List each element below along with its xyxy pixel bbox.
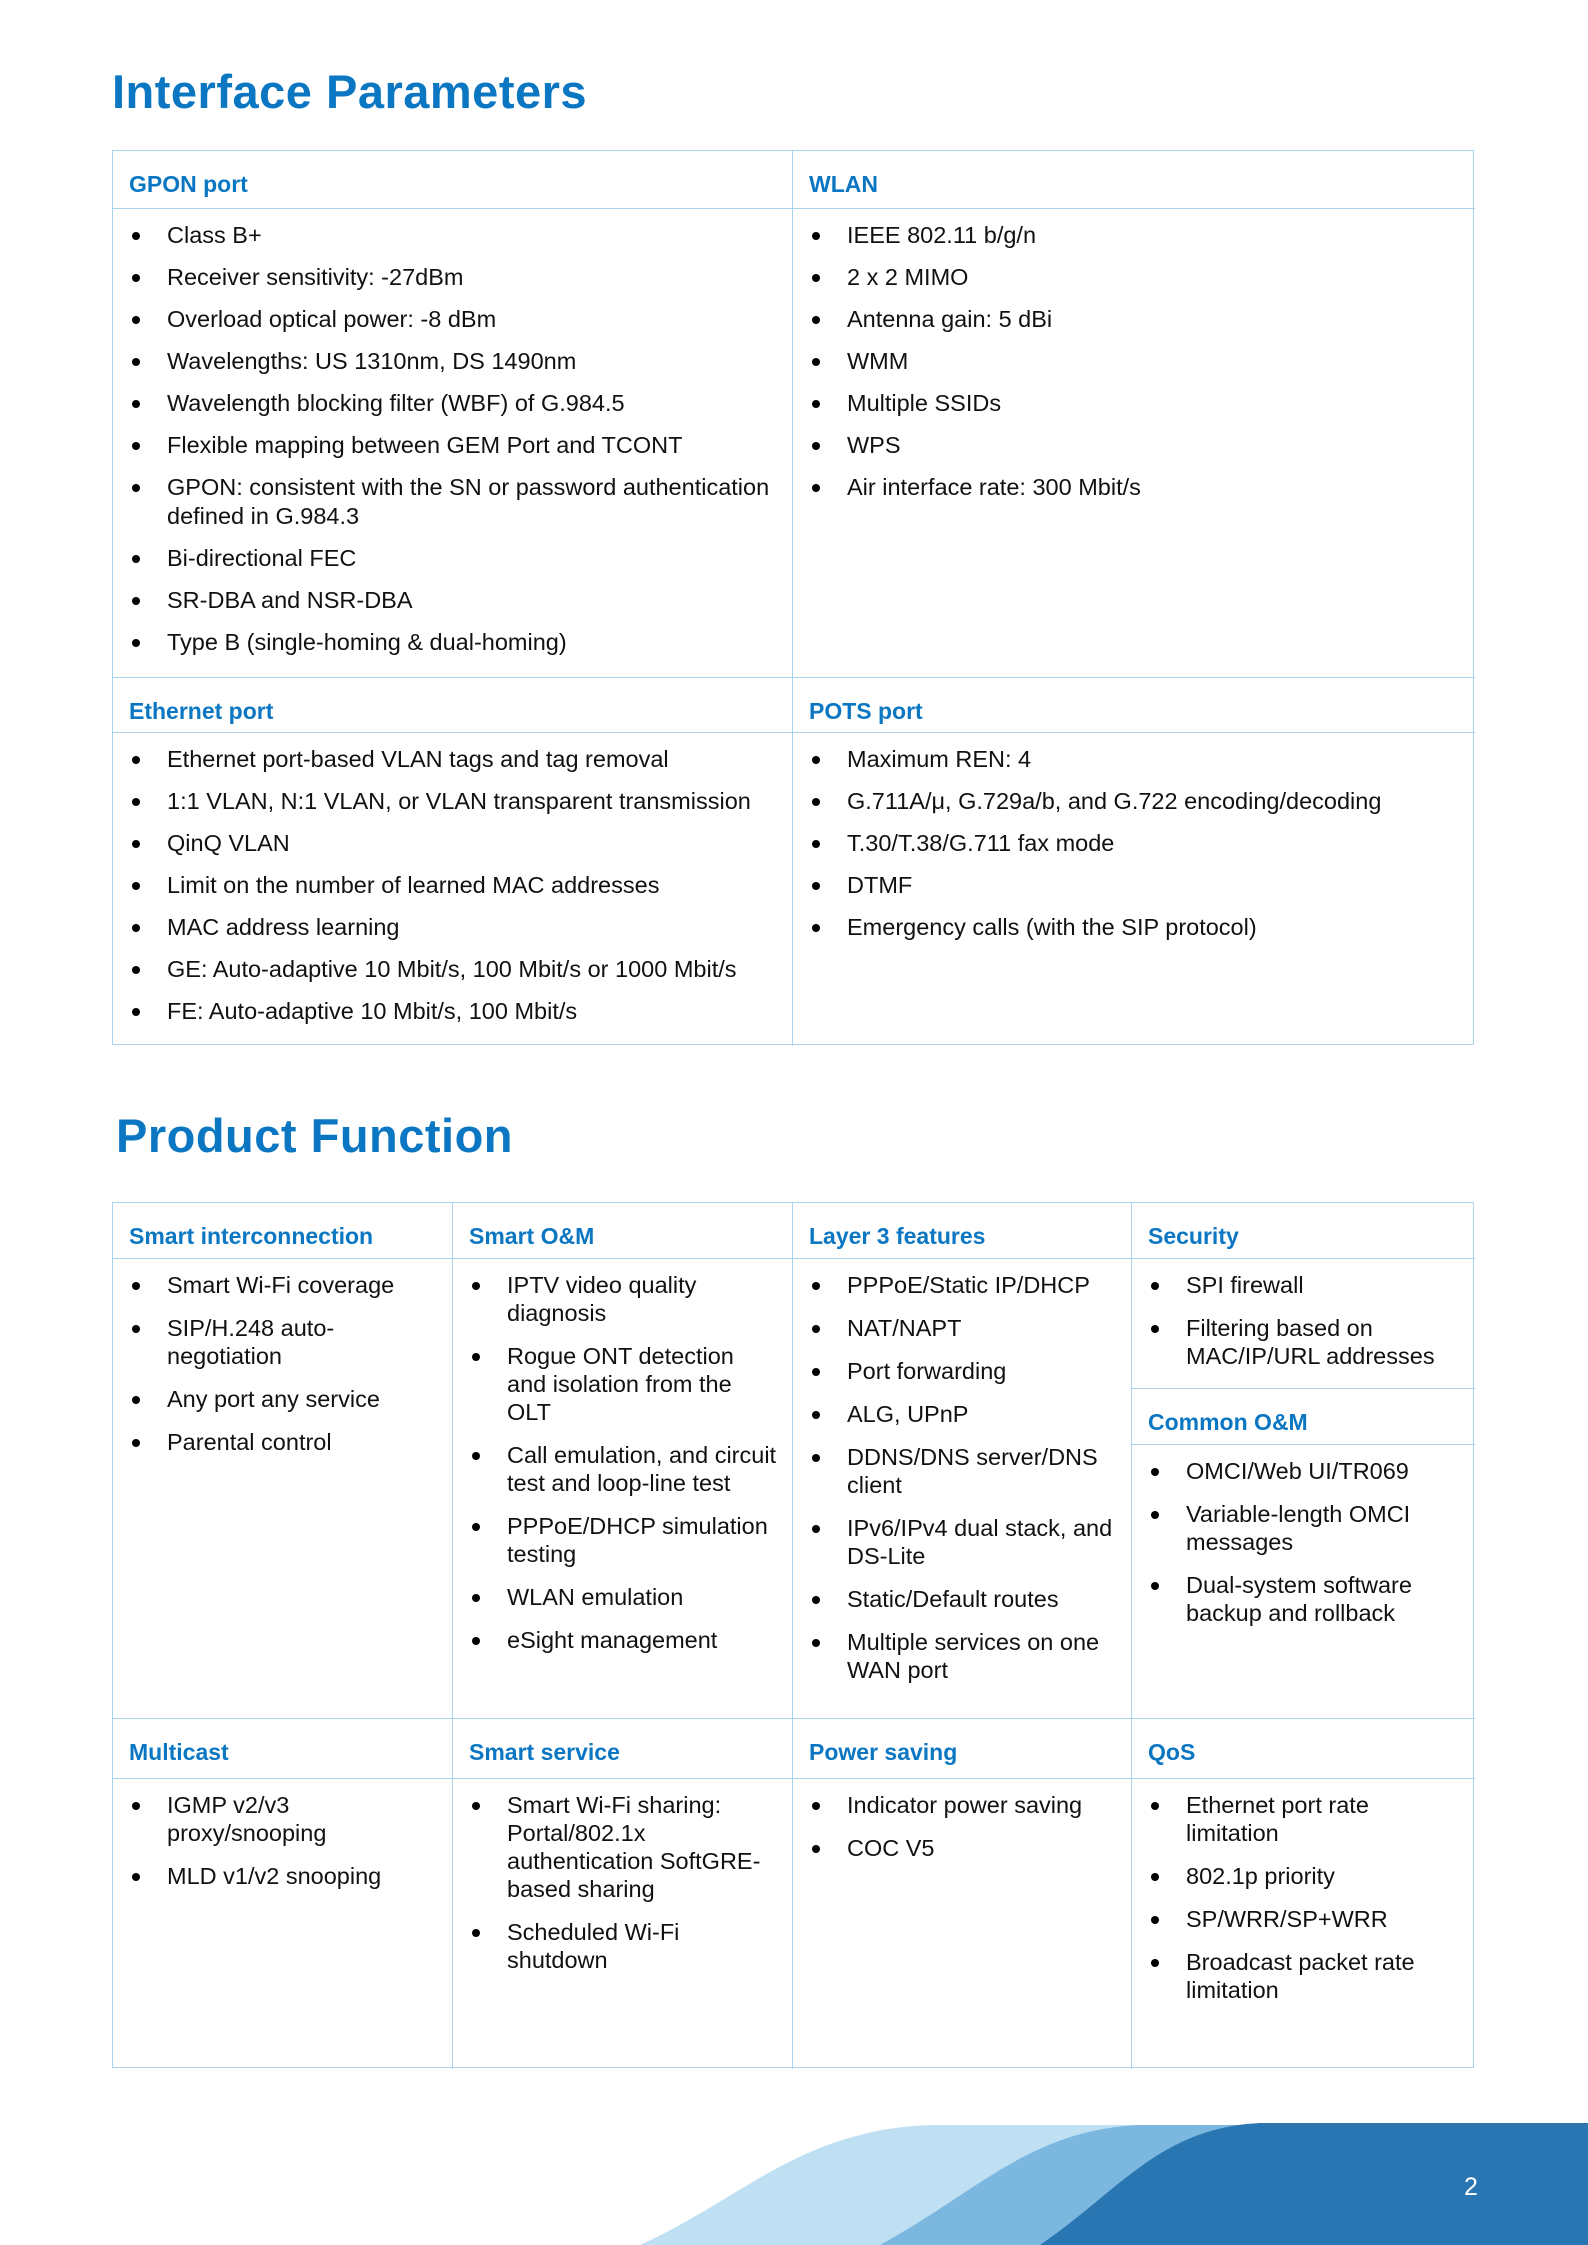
list-item: ALG, UPnP [809, 1400, 1117, 1428]
ethernet-list-cell [113, 733, 793, 1046]
list-item: GPON: consistent with the SN or password authentication defined in G.984.3 [129, 473, 778, 531]
list-item: Scheduled Wi-Fi shutdown [469, 1918, 778, 1974]
smart-service-list [453, 1779, 792, 1974]
qos-header: QoS [1132, 1719, 1475, 1779]
list-item: Multiple SSIDs [809, 389, 1461, 418]
list-item: Dual-system software backup and rollback [1148, 1571, 1461, 1627]
list-item: Call emulation, and circuit test and loop-line test [469, 1441, 778, 1497]
list-item: NAT/NAPT [809, 1314, 1117, 1342]
list-item: Rogue ONT detection and isolation from the OLT [469, 1342, 778, 1426]
list-item: Air interface rate: 300 Mbit/s [809, 473, 1461, 502]
list-item: Any port any service [129, 1385, 438, 1413]
list-item: Port forwarding [809, 1357, 1117, 1385]
list-item: MLD v1/v2 snooping [129, 1862, 438, 1890]
gpon-list [113, 209, 792, 657]
smart-interconnection-cell [113, 1259, 453, 1719]
smart-service-cell [453, 1779, 793, 2069]
layer3-header: Layer 3 features [793, 1203, 1132, 1259]
list-item: Static/Default routes [809, 1585, 1117, 1613]
list-item: Emergency calls (with the SIP protocol) [809, 913, 1461, 942]
page-number: 2 [1464, 2173, 1478, 2201]
list-item: Broadcast packet rate limitation [1148, 1948, 1461, 2004]
list-item: Class B+ [129, 221, 778, 250]
list-item: G.711A/μ, G.729a/b, and G.722 encoding/decoding [809, 787, 1461, 816]
list-item: Receiver sensitivity: -27dBm [129, 263, 778, 292]
list-item: WMM [809, 347, 1461, 376]
gpon-header: GPON port [113, 151, 793, 209]
security-list-cell [1132, 1259, 1475, 1389]
list-item: Indicator power saving [809, 1791, 1117, 1819]
security-list [1132, 1259, 1475, 1370]
list-item: IPv6/IPv4 dual stack, and DS-Lite [809, 1514, 1117, 1570]
common-om-list [1132, 1445, 1475, 1627]
power-saving-header: Power saving [793, 1719, 1132, 1779]
multicast-header: Multicast [113, 1719, 453, 1779]
ethernet-header: Ethernet port [113, 678, 793, 733]
list-item: Wavelengths: US 1310nm, DS 1490nm [129, 347, 778, 376]
list-item: Smart Wi-Fi coverage [129, 1271, 438, 1299]
list-item: WLAN emulation [469, 1583, 778, 1611]
list-item: Multiple services on one WAN port [809, 1628, 1117, 1684]
wlan-list [793, 209, 1475, 502]
product-function-table [112, 1202, 1474, 2068]
multicast-list [113, 1779, 452, 1890]
list-item: eSight management [469, 1626, 778, 1654]
security-header: Security [1132, 1203, 1475, 1259]
list-item: Variable-length OMCI messages [1148, 1500, 1461, 1556]
list-item: SP/WRR/SP+WRR [1148, 1905, 1461, 1933]
qos-list [1132, 1779, 1475, 2004]
list-item: Smart Wi-Fi sharing: Portal/802.1x authentication SoftGRE-based sharing [469, 1791, 778, 1903]
list-item: IEEE 802.11 b/g/n [809, 221, 1461, 250]
list-item: 1:1 VLAN, N:1 VLAN, or VLAN transparent transmission [129, 787, 778, 816]
list-item: Antenna gain: 5 dBi [809, 305, 1461, 334]
smart-om-cell [453, 1259, 793, 1719]
gpon-list-cell [113, 209, 793, 678]
list-item: Type B (single-homing & dual-homing) [129, 628, 778, 657]
smart-om-list [453, 1259, 792, 1654]
list-item: SPI firewall [1148, 1271, 1461, 1299]
wlan-list-cell [793, 209, 1475, 678]
list-item: Overload optical power: -8 dBm [129, 305, 778, 334]
list-item: DTMF [809, 871, 1461, 900]
pots-list-cell [793, 733, 1475, 1046]
list-item: SR-DBA and NSR-DBA [129, 586, 778, 615]
security-common-om-cell [1132, 1259, 1475, 1719]
pots-header: POTS port [793, 678, 1475, 733]
list-item: 802.1p priority [1148, 1862, 1461, 1890]
list-item: GE: Auto-adaptive 10 Mbit/s, 100 Mbit/s or 1000 Mbit/s [129, 955, 778, 984]
smart-service-header: Smart service [453, 1719, 793, 1779]
common-om-list-cell [1132, 1445, 1475, 1642]
list-item: IPTV video quality diagnosis [469, 1271, 778, 1327]
multicast-cell [113, 1779, 453, 2069]
ethernet-list [113, 733, 792, 1026]
list-item: Filtering based on MAC/IP/URL addresses [1148, 1314, 1461, 1370]
list-item: IGMP v2/v3 proxy/snooping [129, 1791, 438, 1847]
list-item: Wavelength blocking filter (WBF) of G.984.5 [129, 389, 778, 418]
list-item: 2 x 2 MIMO [809, 263, 1461, 292]
interface-parameters-title: Interface Parameters [112, 65, 588, 118]
smart-interconnection-header: Smart interconnection [113, 1203, 453, 1259]
list-item: QinQ VLAN [129, 829, 778, 858]
pots-list [793, 733, 1475, 942]
list-item: MAC address learning [129, 913, 778, 942]
list-item: Maximum REN: 4 [809, 745, 1461, 774]
layer3-cell [793, 1259, 1132, 1719]
layer3-list [793, 1259, 1131, 1684]
list-item: Flexible mapping between GEM Port and TCONT [129, 431, 778, 460]
list-item: OMCI/Web UI/TR069 [1148, 1457, 1461, 1485]
list-item: Bi-directional FEC [129, 544, 778, 573]
list-item: T.30/T.38/G.711 fax mode [809, 829, 1461, 858]
qos-cell [1132, 1779, 1475, 2069]
footer-wave-decoration [0, 2120, 1588, 2245]
list-item: FE: Auto-adaptive 10 Mbit/s, 100 Mbit/s [129, 997, 778, 1026]
interface-parameters-table [112, 150, 1474, 1045]
common-om-header: Common O&M [1132, 1389, 1475, 1445]
list-item: Ethernet port-based VLAN tags and tag removal [129, 745, 778, 774]
list-item: Parental control [129, 1428, 438, 1456]
list-item: COC V5 [809, 1834, 1117, 1862]
power-saving-list [793, 1779, 1131, 1862]
list-item: Ethernet port rate limitation [1148, 1791, 1461, 1847]
smart-om-header: Smart O&M [453, 1203, 793, 1259]
list-item: PPPoE/DHCP simulation testing [469, 1512, 778, 1568]
power-saving-cell [793, 1779, 1132, 2069]
list-item: PPPoE/Static IP/DHCP [809, 1271, 1117, 1299]
list-item: SIP/H.248 auto-negotiation [129, 1314, 438, 1370]
list-item: WPS [809, 431, 1461, 460]
product-function-title: Product Function [116, 1109, 514, 1162]
wlan-header: WLAN [793, 151, 1475, 209]
smart-interconnection-list [113, 1259, 452, 1456]
list-item: DDNS/DNS server/DNS client [809, 1443, 1117, 1499]
list-item: Limit on the number of learned MAC addresses [129, 871, 778, 900]
